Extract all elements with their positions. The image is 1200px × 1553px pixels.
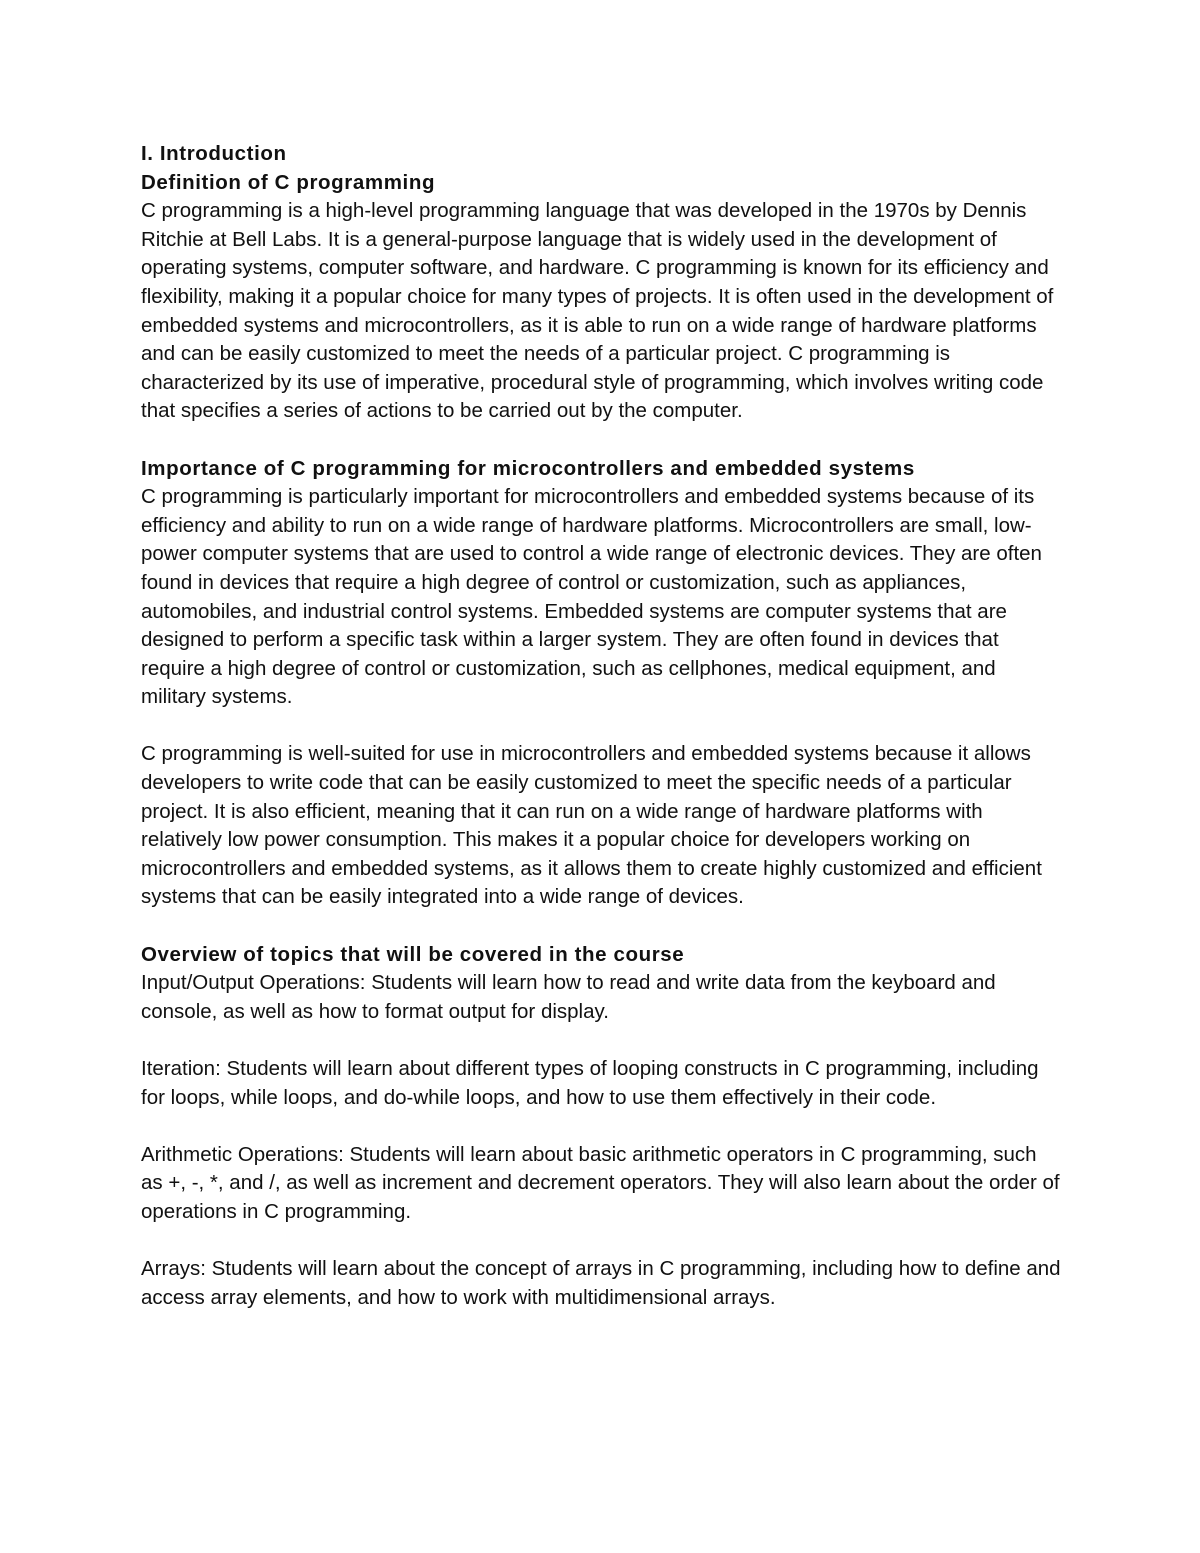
paragraph-spacer — [141, 1112, 1061, 1141]
paragraph-spacer — [141, 712, 1061, 741]
paragraph-importance-2: C programming is well-suited for use in microcontrollers and embedded systems because it allows developers to write code that can be easily customized to meet the specific needs of a particular project. It is also efficient, meaning that it can run on a wide range of hardware platforms with relatively low power consumption. This makes it a popular choice for developers working on microcontrollers and embedded systems, as it allows them to create highly customized and efficient systems that can be easily integrated into a wide range of devices. — [141, 742, 1042, 909]
paragraph-arrays: Arrays: Students will learn about the concept of arrays in C programming, including how to define and access array elements, and how to work with multidimensional arrays. — [141, 1257, 1061, 1309]
paragraph-io-operations: Input/Output Operations: Students will learn how to read and write data from the keyboard and console, as well as how to format output for display. — [141, 971, 996, 1023]
document-title: I. Introduction — [141, 142, 287, 165]
paragraph-spacer — [141, 1026, 1061, 1055]
document-body — [141, 140, 1061, 1312]
paragraph-iteration: Iteration: Students will learn about different types of looping constructs in C programming, including for loops, while loops, and do-while loops, and how to use them effectively in their code. — [141, 1057, 1039, 1109]
paragraph-spacer — [141, 426, 1061, 455]
paragraph-definition: C programming is a high-level programming language that was developed in the 1970s by Dennis Ritchie at Bell Labs. It is a general-purpose language that is widely used in the development of operating systems, computer software, and hardware. C programming is known for its efficiency and flexibility, making it a popular choice for many types of projects. It is often used in the development of embedded systems and microcontrollers, as it is able to run on a wide range of hardware platforms and can be easily customized to meet the needs of a particular project. C programming is characterized by its use of imperative, procedural style of programming, which involves writing code that specifies a series of actions to be carried out by the computer. — [141, 199, 1054, 423]
paragraph-importance-1: C programming is particularly important for microcontrollers and embedded systems because of its efficiency and ability to run on a wide range of hardware platforms. Microcontrollers are small, low-power computer systems that are used to control a wide range of electronic devices. They are often found in devices that require a high degree of control or customization, such as appliances, automobiles, and industrial control systems. Embedded systems are computer systems that are designed to perform a specific task within a larger system. They are often found in devices that require a high degree of control or customization, such as cellphones, medical equipment, and military systems. — [141, 485, 1042, 709]
section-heading-overview: Overview of topics that will be covered in the course — [141, 942, 685, 966]
paragraph-arithmetic: Arithmetic Operations: Students will learn about basic arithmetic operators in C programming, such as +, -, *, and /, as well as increment and decrement operators. They will also learn about the order of operations in C programming. — [141, 1142, 1060, 1223]
section-heading-importance: Importance of C programming for microcontrollers and embedded systems — [141, 456, 915, 480]
paragraph-spacer — [141, 1227, 1061, 1256]
section-heading-definition: Definition of C programming — [141, 170, 436, 194]
paragraph-spacer — [141, 912, 1061, 941]
